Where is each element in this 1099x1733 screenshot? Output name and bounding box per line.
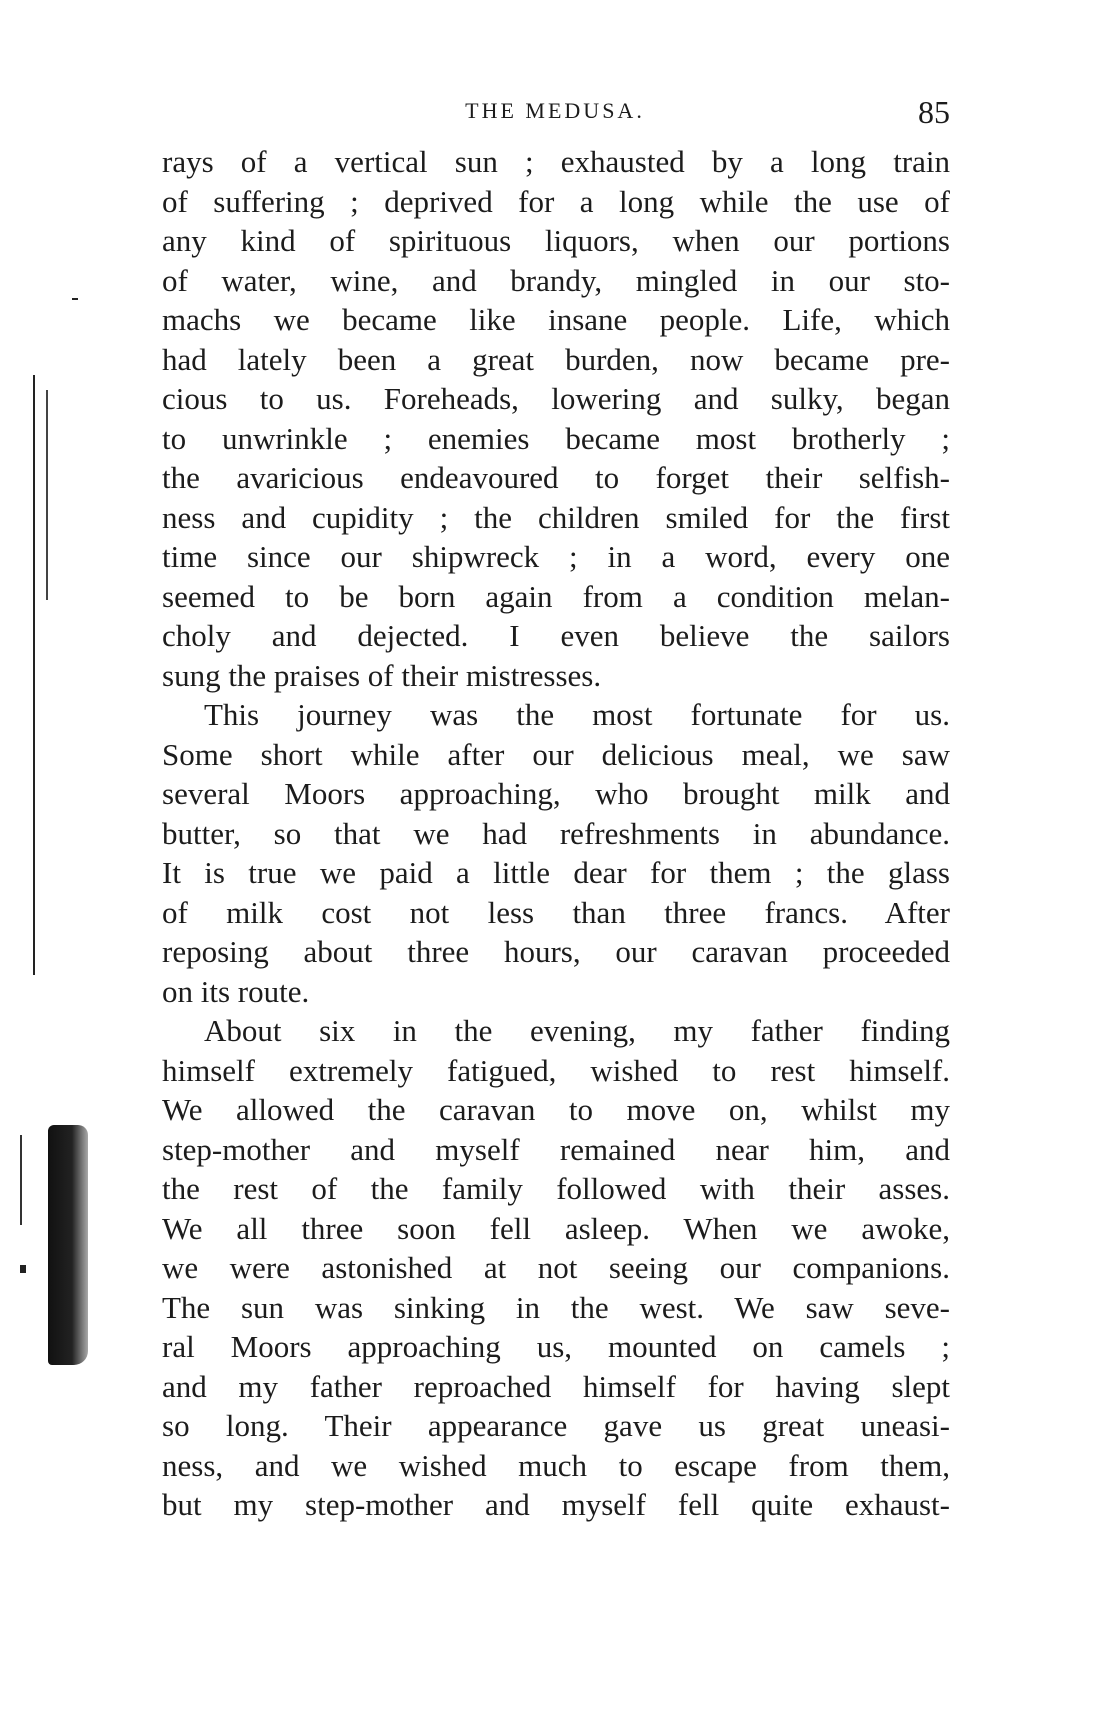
body-text xyxy=(162,142,950,1525)
text-line: About six in the evening, my father finding xyxy=(204,1013,950,1048)
text-line: several Moors approaching, who brought milk and xyxy=(162,776,950,811)
text-line: step-mother and myself remained near him, and xyxy=(162,1131,950,1167)
text-line: This journey was the most fortunate for us. xyxy=(204,697,950,732)
text-line: so long. Their appearance gave us great uneasi- xyxy=(162,1408,950,1443)
text-line: rays of a vertical sun ; exhausted by a long train xyxy=(162,144,950,179)
text-line: but my step-mother and myself fell quite exhaust- xyxy=(162,1487,950,1522)
text-line: butter, so that we had refreshments in abundance. xyxy=(162,815,950,851)
text-line: we were astonished at not seeing our companions. xyxy=(162,1250,950,1285)
paragraph-1 xyxy=(162,142,950,695)
margin-dash xyxy=(72,298,78,300)
text-line: ness and cupidity ; the children smiled for the first xyxy=(162,499,950,535)
text-line: of water, wine, and brandy, mingled in our sto- xyxy=(162,262,950,298)
text-line: machs we became like insane people. Life, which xyxy=(162,302,950,337)
text-line: of suffering ; deprived for a long while the use of xyxy=(162,183,950,219)
text-line: of milk cost not less than three francs. After xyxy=(162,894,950,930)
binding-shadow xyxy=(48,1125,88,1365)
text-line: to unwrinkle ; enemies became most brotherly ; xyxy=(162,420,950,456)
text-line: had lately been a great burden, now became pre- xyxy=(162,341,950,377)
text-line: ness, and we wished much to escape from them, xyxy=(162,1447,950,1483)
page-number: 85 xyxy=(918,94,950,130)
text-line: and my father reproached himself for having slept xyxy=(162,1368,950,1404)
running-head xyxy=(160,94,950,134)
text-line: Some short while after our delicious meal, we saw xyxy=(162,736,950,772)
margin-bracket xyxy=(20,1135,22,1225)
margin-rule-left xyxy=(33,375,35,975)
text-line: the rest of the family followed with their asses. xyxy=(162,1171,950,1206)
margin-dot xyxy=(20,1265,26,1273)
text-line: on its route. xyxy=(162,973,310,1009)
paragraph-2 xyxy=(162,695,950,1011)
text-line: reposing about three hours, our caravan proceeded xyxy=(162,934,950,969)
text-line: sung the praises of their mistresses. xyxy=(162,657,602,693)
paragraph-3 xyxy=(162,1011,950,1525)
text-line: cious to us. Foreheads, lowering and sulky, began xyxy=(162,381,950,416)
text-line: We allowed the caravan to move on, whilst my xyxy=(162,1092,950,1127)
text-line: The sun was sinking in the west. We saw seve- xyxy=(162,1289,950,1325)
text-line: seemed to be born again from a condition melan- xyxy=(162,578,950,614)
text-line: choly and dejected. I even believe the sailors xyxy=(162,618,950,653)
text-line: himself extremely fatigued, wished to rest himself. xyxy=(162,1052,950,1088)
text-line: ral Moors approaching us, mounted on camels ; xyxy=(162,1329,950,1364)
text-line: We all three soon fell asleep. When we awoke, xyxy=(162,1210,950,1246)
text-line: any kind of spirituous liquors, when our portions xyxy=(162,223,950,258)
text-line: the avaricious endeavoured to forget their selfish- xyxy=(162,460,950,495)
text-line: It is true we paid a little dear for them ; the glass xyxy=(162,855,950,890)
text-line: time since our shipwreck ; in a word, every one xyxy=(162,539,950,574)
margin-rule-inner xyxy=(46,390,48,600)
running-title: THE MEDUSA. xyxy=(465,98,645,123)
